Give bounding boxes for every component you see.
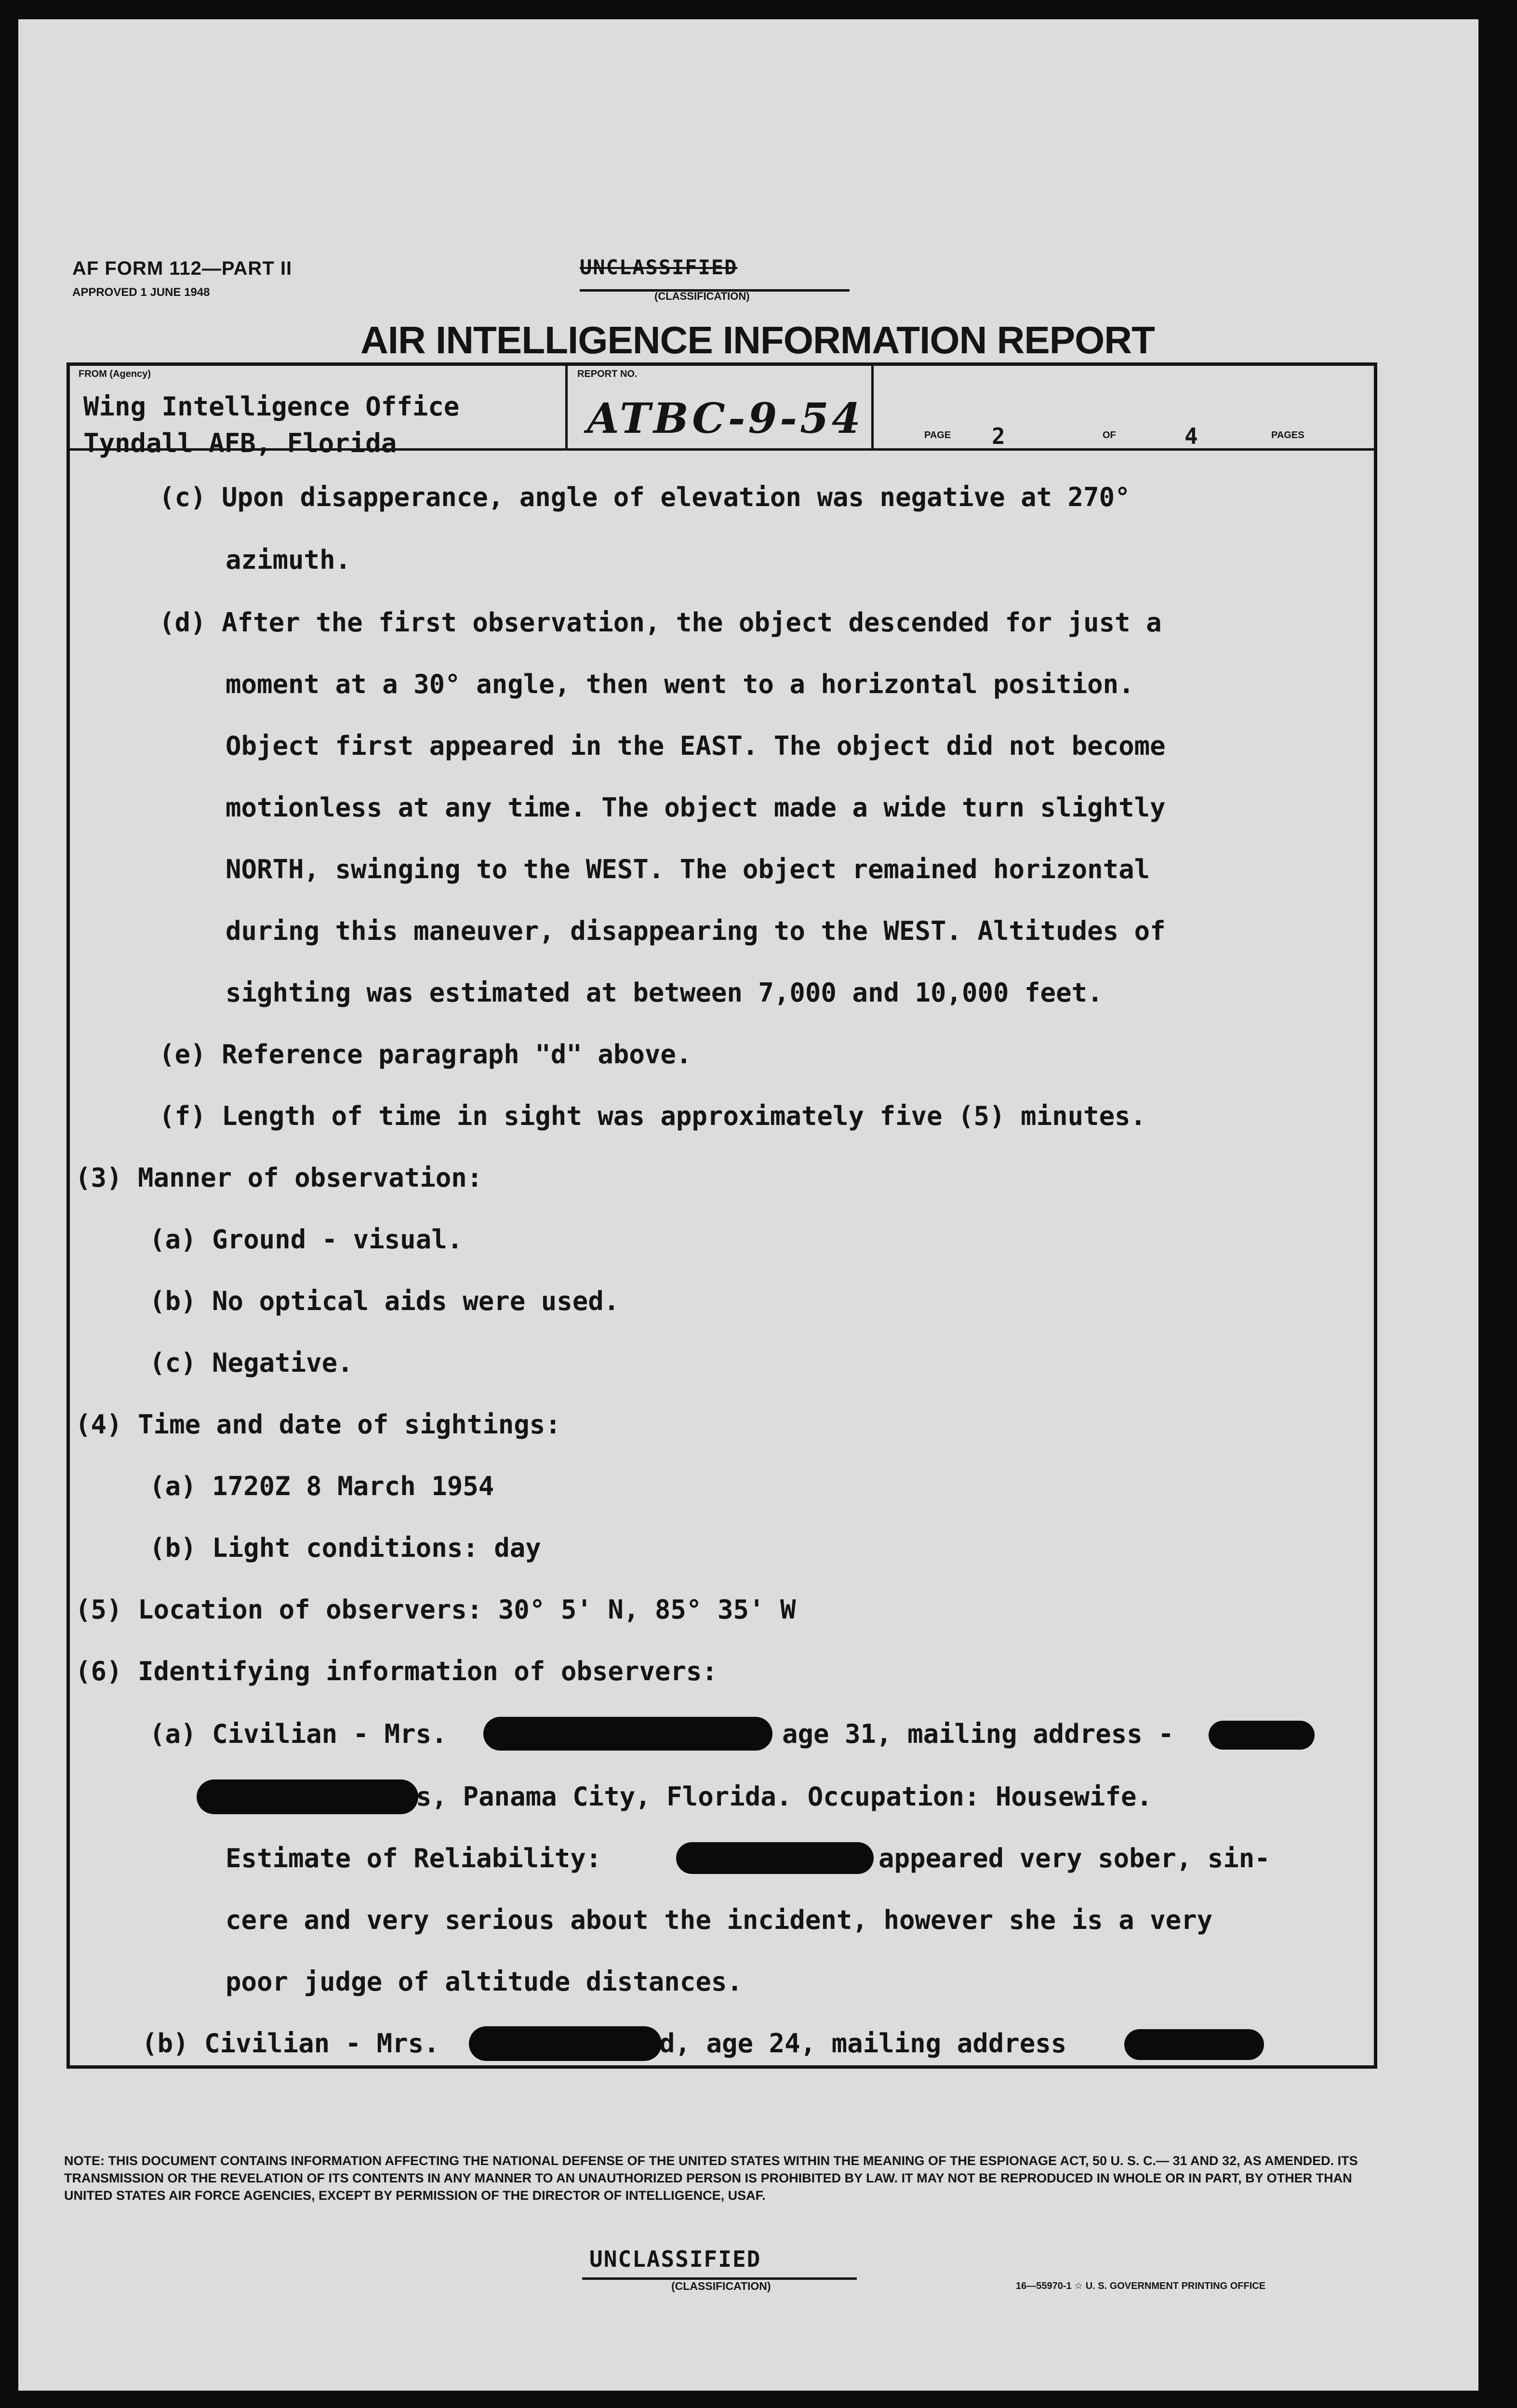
redaction-bar (483, 1717, 772, 1751)
page-number: 2 (992, 423, 1005, 449)
classification-bottom: UNCLASSIFIED (589, 2246, 761, 2272)
form-approved-date: APPROVED 1 JUNE 1948 (72, 286, 210, 299)
body-line: (f) Length of time in sight was approximately five (5) minutes. (159, 1101, 1146, 1131)
body-line: (6) Identifying information of observers: (75, 1656, 718, 1686)
page-total: 4 (1184, 423, 1198, 449)
header-column-divider-2 (871, 362, 874, 449)
body-line: poor judge of altitude distances. (226, 1967, 743, 1997)
body-line: during this maneuver, disappearing to the WEST. Altitudes of (226, 916, 1166, 946)
redaction-bar (676, 1842, 874, 1874)
redaction-bar (469, 2026, 662, 2061)
body-line: (d) After the first observation, the object descended for just a (159, 607, 1162, 638)
report-no-label: REPORT NO. (577, 369, 638, 379)
classification-top: UNCLASSIFIED (580, 255, 738, 279)
body-line: NORTH, swinging to the WEST. The object remained horizontal (226, 854, 1150, 884)
redaction-bar (1124, 2029, 1264, 2060)
document-page (18, 19, 1478, 2391)
body-line: cere and very serious about the incident, however she is a very (226, 1905, 1213, 1935)
report-title: AIR INTELLIGENCE INFORMATION REPORT (360, 319, 1155, 361)
body-line: (c) Negative. (149, 1348, 353, 1378)
body-line: motionless at any time. The object made a wide turn slightly (226, 792, 1166, 823)
page-label: PAGE (924, 430, 951, 441)
body-line: (b) No optical aids were used. (149, 1286, 620, 1316)
classification-top-caption: (CLASSIFICATION) (654, 290, 750, 302)
body-line: azimuth. (226, 545, 351, 575)
body-line: (a) 1720Z 8 March 1954 (149, 1471, 494, 1501)
body-line: (e) Reference paragraph "d" above. (159, 1039, 692, 1070)
body-line: (a) Civilian - Mrs. (149, 1719, 447, 1749)
body-line: moment at a 30° angle, then went to a horizontal position. (226, 669, 1134, 699)
espionage-act-note: NOTE: THIS DOCUMENT CONTAINS INFORMATION AFFECTING THE NATIONAL DEFENSE OF THE UNITED STATES WITHIN THE MEANING OF THE ESPIONAGE ACT, 50 U. S. C.— 31 AND 32, AS AMENDED. ITS TRANSMISSION OR THE REVELATION OF ITS CONTENTS IN ANY MANNER TO AN UNAUTHORIZED PERSON IS PROHIBITED BY LAW. IT MAY NOT BE REPRODUCED IN WHOLE OR IN PART, BY OTHER THAN UNITED STATES AIR FORCE AGENCIES, EXCEPT BY PERMISSION OF THE DIRECTOR OF INTELLIGENCE, USAF. (64, 2154, 1358, 2203)
body-line: (3) Manner of observation: (75, 1163, 483, 1193)
body-line: age 31, mailing address - (782, 1719, 1174, 1749)
printing-office-mark: 16—55970-1 ☆ U. S. GOVERNMENT PRINTING OFFICE (1016, 2281, 1266, 2291)
of-label: OF (1103, 430, 1116, 441)
pages-label: PAGES (1271, 430, 1304, 441)
body-line: (a) Ground - visual. (149, 1224, 463, 1255)
body-line: (c) Upon disapperance, angle of elevation was negative at 270° (159, 482, 1131, 512)
classification-bottom-caption: (CLASSIFICATION) (671, 2280, 771, 2292)
body-line: (b) Light conditions: day (149, 1533, 541, 1563)
form-id: AF FORM 112—PART II (72, 258, 293, 279)
body-line: (5) Location of observers: 30° 5' N, 85° 35' W (75, 1594, 796, 1625)
redaction-bar (1209, 1721, 1315, 1750)
report-number: ATBC-9-54 (587, 394, 864, 443)
redaction-bar (197, 1779, 418, 1814)
body-line: (b) Civilian - Mrs. (142, 2028, 439, 2059)
body-line: sighting was estimated at between 7,000 and 10,000 feet. (226, 977, 1103, 1008)
header-column-divider-1 (565, 362, 568, 449)
body-line: Object first appeared in the EAST. The object did not become (226, 731, 1166, 761)
from-agency-line-1: Wing Intelligence Office (83, 391, 460, 422)
body-line: appeared very sober, sin- (878, 1843, 1270, 1873)
body-line: d, age 24, mailing address (659, 2028, 1067, 2059)
body-line: s, Panama City, Florida. Occupation: Housewife. (416, 1781, 1153, 1812)
body-line: (4) Time and date of sightings: (75, 1409, 561, 1440)
body-line: Estimate of Reliability: (226, 1843, 602, 1873)
from-agency-line-2: Tyndall AFB, Florida (83, 428, 397, 458)
from-label: FROM (Agency) (79, 369, 151, 379)
